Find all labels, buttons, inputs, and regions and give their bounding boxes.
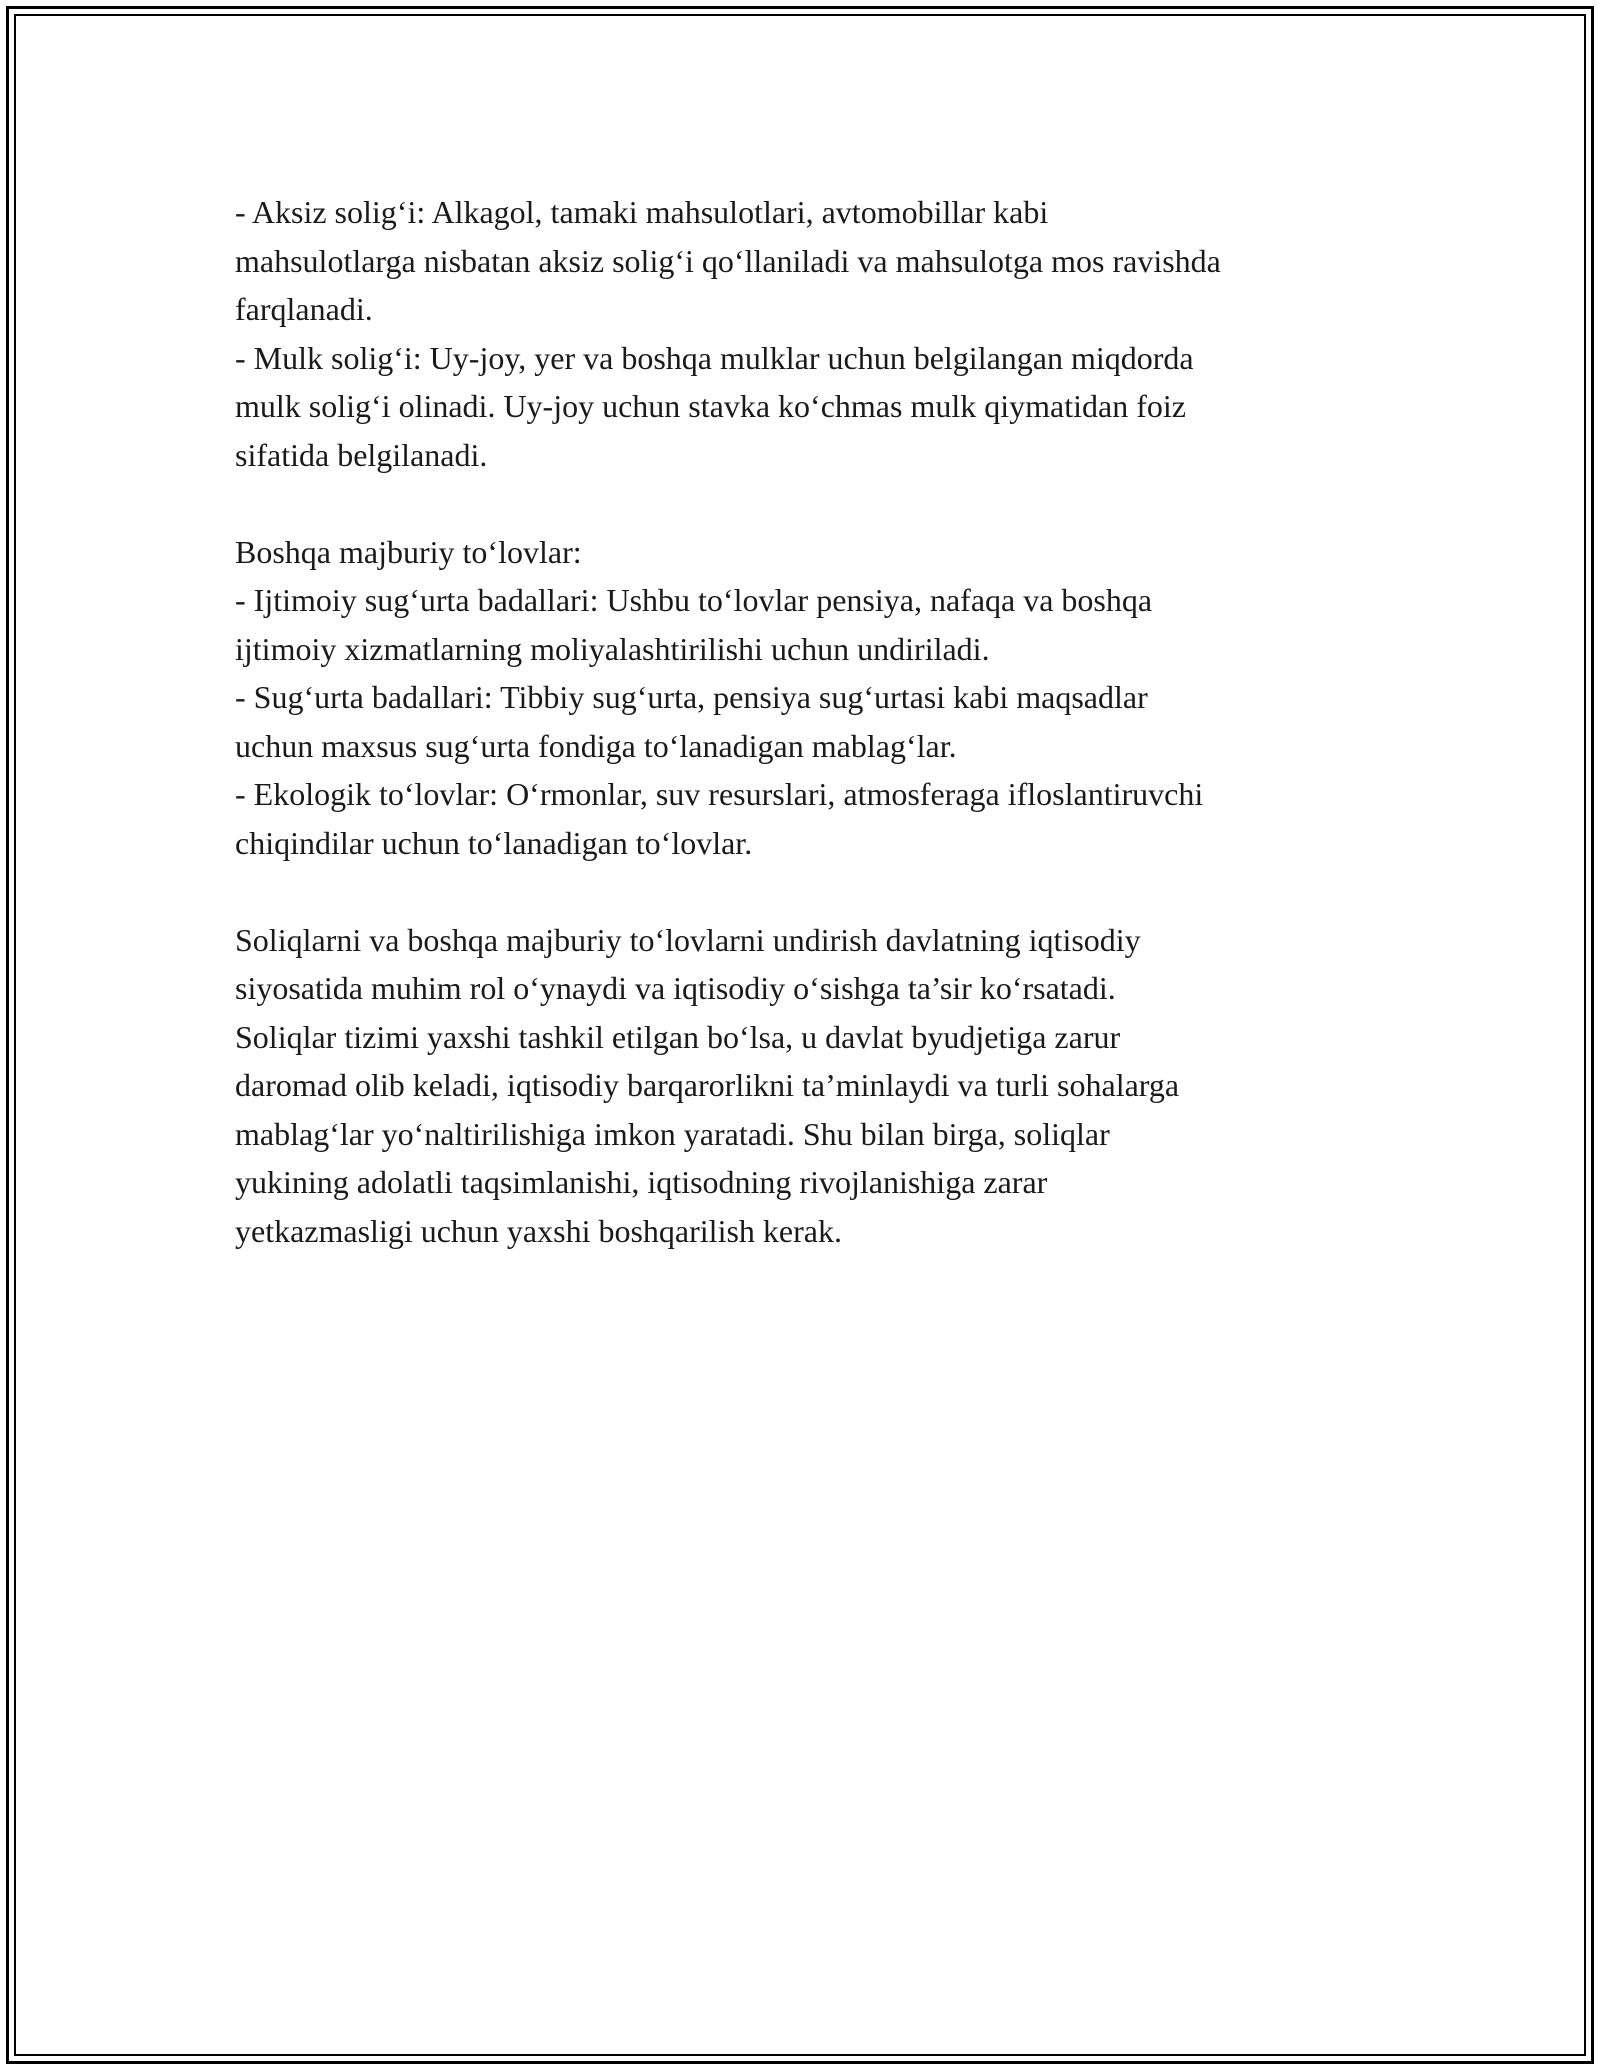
text-line: - Ijtimoiy sug‘urta badallari: Ushbu to‘lovlar pensiya, nafaqa va boshqa — [235, 582, 1153, 618]
blank-line — [235, 479, 1395, 528]
text-line: siyosatida muhim rol o‘ynaydi va iqtisodiy o‘sishga ta’sir ko‘rsatadi. — [235, 970, 1116, 1006]
text-line: yetkazmasligi uchun yaxshi boshqarilish kerak. — [235, 1212, 842, 1249]
text-line: - Sug‘urta badallari: Tibbiy sug‘urta, pensiya sug‘urtasi kabi maqsadlar — [235, 679, 1148, 715]
text-line: mablag‘lar yo‘naltirilishiga imkon yaratadi. Shu bilan birga, soliqlar — [235, 1115, 1110, 1152]
text-line: chiqindilar uchun to‘lanadigan to‘lovlar. — [235, 824, 753, 861]
text-line: Soliqlarni va boshqa majburiy to‘lovlarni undirish davlatning iqtisodiy — [235, 921, 1141, 958]
text-line: sifatida belgilanadi. — [235, 436, 488, 473]
document-body — [235, 188, 1395, 1255]
text-line: Soliqlar tizimi yaxshi tashkil etilgan bo‘lsa, u davlat byudjetiga zarur — [235, 1018, 1121, 1055]
blank-line — [235, 867, 1395, 916]
text-line: - Ekologik to‘lovlar: O‘rmonlar, suv resurslari, atmosferaga ifloslantiruvchi — [235, 776, 1204, 812]
text-line: ijtimoiy xizmatlarning moliyalashtirilishi uchun undiriladi. — [235, 630, 990, 667]
text-line: yukining adolatli taqsimlanishi, iqtisodning rivojlanishiga zarar — [235, 1164, 1048, 1200]
text-line: farqlanadi. — [235, 291, 373, 327]
text-line: - Mulk solig‘i: Uy-joy, yer va boshqa mulklar uchun belgilangan miqdorda — [235, 339, 1194, 376]
text-line: mulk solig‘i olinadi. Uy-joy uchun stavka ko‘chmas mulk qiymatidan foiz — [235, 388, 1186, 424]
text-line: - Aksiz solig‘i: Alkagol, tamaki mahsulotlari, avtomobillar kabi — [235, 194, 1049, 230]
section-heading: Boshqa majburiy to‘lovlar: — [235, 533, 582, 570]
text-line: uchun maxsus sug‘urta fondiga to‘lanadigan mablag‘lar. — [235, 727, 957, 764]
text-line: mahsulotlarga nisbatan aksiz solig‘i qo‘llaniladi va mahsulotga mos ravishda — [235, 242, 1221, 279]
text-line: daromad olib keladi, iqtisodiy barqarorlikni ta’minlaydi va turli sohalarga — [235, 1067, 1180, 1103]
